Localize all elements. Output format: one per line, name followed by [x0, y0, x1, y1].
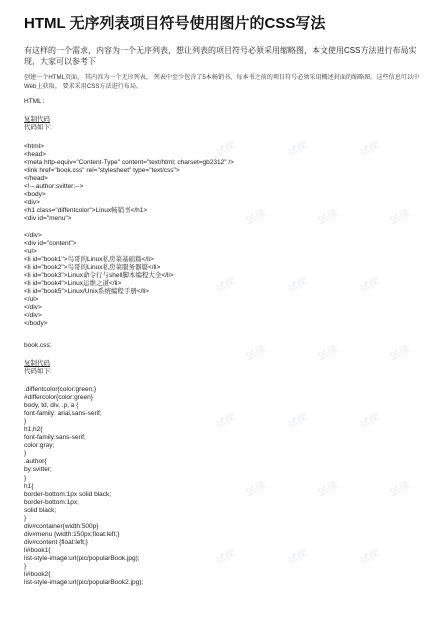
code-line: </head>: [24, 175, 48, 183]
code-line: color:gray;: [24, 442, 55, 450]
code-line: <ul>: [24, 247, 37, 255]
description-paragraph: 创建一个HTML页面， 其内容为一个无序列表， 列表中至少包含了5本畅销书，每本书之前的项目符号必须采用概述封面的缩略图。这些信息可以中Web上获取。 要求采用CSS方法进行布局。: [24, 74, 420, 90]
code-line: <li id="book5">Linux/Unix系统编程手册</li>: [24, 287, 150, 295]
code-line: <meta http-equiv="Content-Type" content="text/html; charset=gb2312" />: [24, 159, 234, 167]
code-line: <div>: [24, 199, 40, 207]
code-line: body, td, div, .p, a {: [24, 402, 79, 410]
code-line: list-style-image:url(pic/popularBook2.jpg);: [24, 579, 144, 587]
code-line: solid black;: [24, 506, 57, 514]
copy-code-link-1[interactable]: 复制代码: [24, 116, 50, 123]
watermark-text: 试读: [286, 547, 310, 567]
code-line: li#book2{: [24, 571, 51, 579]
code-line: <body>: [24, 191, 46, 199]
code-label-2: 代码如下:: [24, 368, 52, 375]
css-code-block: [24, 386, 414, 587]
code-line: by:svitter;: [24, 466, 52, 474]
watermark-text: 试读: [214, 411, 238, 431]
code-line: div#menu {width:150px;float:left;}: [24, 530, 120, 538]
html-label: HTML：: [24, 98, 49, 105]
code-line: li#book1{: [24, 546, 51, 554]
watermark-text: 试读: [244, 207, 268, 227]
code-line: h1,h2{: [24, 426, 43, 434]
watermark-text: 试读: [244, 479, 268, 499]
code-line: </div>: [24, 303, 42, 311]
code-line: <li id="book3">Linux命令行与shell脚本编程大全</li>: [24, 271, 174, 279]
watermark-text: 试读: [388, 207, 412, 227]
code-line: .diffentcolor{color:green;}: [24, 386, 97, 393]
code-line: <li id="book4">Linux运维之道</li>: [24, 279, 122, 287]
code-line: </body>: [24, 320, 48, 328]
watermark-text: 试读: [358, 139, 382, 159]
code-line: <li id="book1">鸟哥的Linux私房菜基础篇</li>: [24, 255, 154, 263]
code-line: <head>: [24, 151, 47, 159]
copy-code-link-2[interactable]: 复制代码: [24, 360, 50, 367]
intro-paragraph: 有这样的一个需求，内容为一个无序列表，想让列表的项目符号必须采用缩略图，本文使用CSS方法进行布局实现，大家可以参考下: [24, 46, 417, 66]
css-file-label: book.css:: [24, 342, 52, 349]
code-line: <!--.author:svitter;-->: [24, 183, 84, 191]
watermark-text: 试读: [358, 411, 382, 431]
watermark-text: 试读: [358, 547, 382, 567]
watermark-text: 试读: [244, 343, 268, 363]
code-line: </div>: [24, 311, 42, 319]
code-line: </div>: [24, 231, 42, 239]
code-line: <link href="book.css" rel="stylesheet" type="text/css">: [24, 167, 180, 175]
watermark-text: 试读: [214, 547, 238, 567]
watermark-text: 试读: [358, 275, 382, 295]
code-line: div#content {float:left;}: [24, 538, 88, 546]
code-line: font-family:sans-serif;: [24, 434, 86, 442]
code-line: }: [24, 450, 27, 458]
code-line: [24, 223, 414, 231]
watermark-text: 试读: [214, 275, 238, 295]
code-line: list-style-image:url(pic/popularBook.jpg);: [24, 554, 140, 562]
watermark-text: 试读: [286, 139, 310, 159]
watermark-text: 试读: [286, 275, 310, 295]
html-code-block: [24, 143, 414, 328]
code-line: div#container{width:500p}: [24, 522, 99, 530]
code-line: border-bottom:1px;: [24, 498, 79, 506]
watermark-text: 试读: [388, 479, 412, 499]
watermark-text: 试读: [214, 139, 238, 159]
code-line: <h1 class="diffentcolor">Linux畅销书</h1>: [24, 207, 148, 215]
code-line: <li id="book2">鸟哥的Linux私房菜服务器篇</li>: [24, 263, 161, 271]
watermark-text: 试读: [286, 411, 310, 431]
code-line: }: [24, 563, 27, 571]
code-label-1: 代码如下:: [24, 124, 52, 131]
code-line: #differcolor{color:green}: [24, 394, 93, 402]
code-line: <html>: [24, 143, 44, 150]
code-line: <div id="content">: [24, 239, 77, 247]
watermark-text: 试读: [316, 479, 340, 499]
code-line: }: [24, 514, 27, 522]
code-line: .author{: [24, 458, 47, 466]
code-line: }: [24, 418, 27, 426]
page-title: HTML 无序列表项目符号使用图片的CSS写法: [24, 15, 326, 32]
code-line: h1{: [24, 482, 34, 490]
watermark-text: 试读: [316, 207, 340, 227]
code-line: border-bottom:1px solid black;: [24, 490, 112, 498]
code-line: </ul>: [24, 295, 39, 303]
code-line: <div id="menu">: [24, 215, 72, 223]
code-line: }: [24, 474, 27, 482]
code-line: font-family: arial,sans-serif;: [24, 410, 102, 418]
watermark-text: 试读: [388, 343, 412, 363]
watermark-text: 试读: [316, 343, 340, 363]
